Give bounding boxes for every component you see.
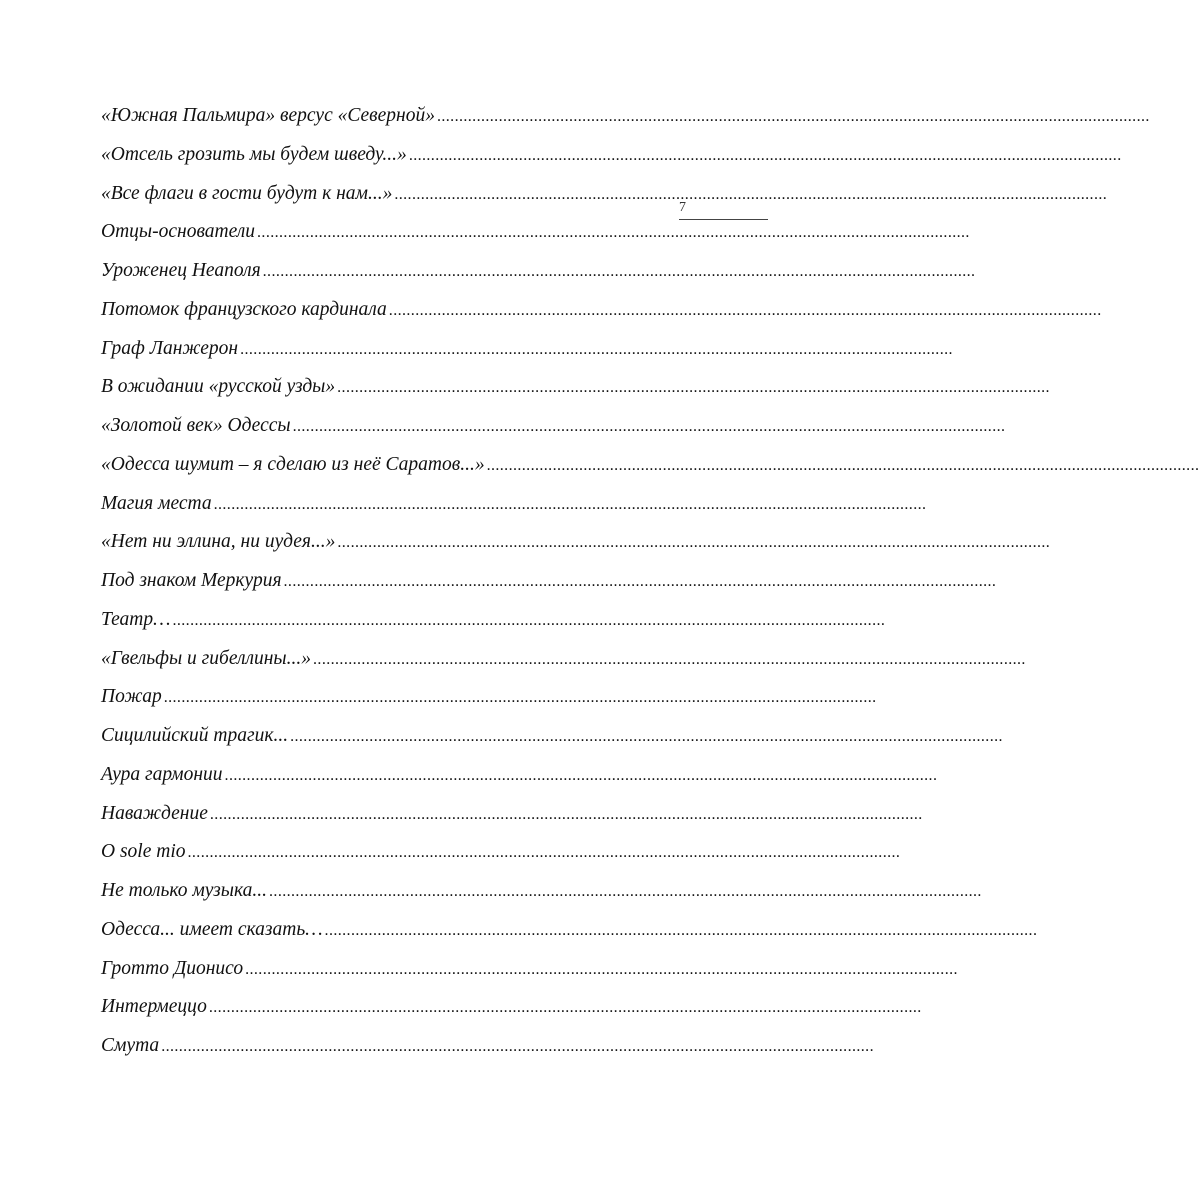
toc-dot-leader: ..................................................................................................................................................................: [283, 573, 997, 590]
toc-entry[interactable]: [101, 1031, 874, 1070]
toc-entry-title: «Южная Пальмира» версус «Северной»: [101, 105, 435, 126]
toc-entry-title: Театр…: [101, 608, 171, 630]
toc-entry[interactable]: [101, 682, 877, 721]
toc-entry-title: В ожидании «русской узды»: [101, 376, 336, 398]
page-number: 7: [679, 200, 686, 215]
toc-dot-leader: ..................................................................................................................................................................: [240, 340, 953, 358]
toc-entry[interactable]: [101, 256, 976, 295]
toc-entry-title: Одесса... имеет сказать…: [101, 918, 323, 940]
toc-dot-leader: ..................................................................................................................................................................: [262, 263, 976, 280]
toc-dot-leader: ..................................................................................................................................................................: [163, 689, 877, 707]
toc-entry-title: Отцы-основатели: [101, 221, 256, 243]
toc-dot-leader: ..................................................................................................................................................................: [172, 611, 886, 629]
toc-dot-leader: ..................................................................................................................................................................: [208, 999, 922, 1017]
toc-entry[interactable]: [101, 334, 953, 373]
toc-dot-leader: ..................................................................................................................................................................: [486, 456, 1199, 474]
toc-dot-leader: ..................................................................................................................................................................: [290, 728, 1003, 745]
toc-entry[interactable]: [101, 566, 997, 605]
toc-entry[interactable]: [101, 915, 1038, 954]
toc-entry[interactable]: [101, 837, 901, 876]
toc-entry[interactable]: [101, 954, 958, 993]
toc-entry[interactable]: [101, 101, 1150, 140]
toc-dot-leader: ..................................................................................................................................................................: [224, 766, 938, 784]
toc-entry[interactable]: [101, 489, 927, 528]
toc-entry-title: Граф Ланжерон: [101, 337, 239, 359]
toc-dot-leader: ..................................................................................................................................................................: [213, 495, 927, 513]
toc-entry-title: Магия места: [101, 492, 212, 514]
toc-entry-title: «Золотой век» Одессы: [101, 415, 291, 436]
toc-entry-title: «Отсель грозить мы будем шведу...»: [101, 143, 407, 165]
toc-dot-leader: ..................................................................................................................................................................: [337, 379, 1050, 397]
toc-entry[interactable]: [101, 876, 982, 915]
page-number-rule: [679, 199, 768, 220]
toc-entry[interactable]: [101, 217, 970, 256]
toc-entry-title: Смута: [101, 1035, 160, 1056]
toc-entry[interactable]: [101, 605, 886, 644]
toc-dot-leader: ..................................................................................................................................................................: [313, 650, 1026, 668]
toc-entry-title: O sole mio: [101, 841, 186, 863]
toc-entry-title: Гротто Дионисо: [101, 957, 244, 979]
toc-entry-title: Интермеццо: [101, 996, 207, 1018]
toc-entry[interactable]: [101, 799, 923, 838]
toc-entry-title: «Все флаги в гости будут к нам...»: [101, 182, 393, 204]
toc-entry-title: Аура гармонии: [101, 763, 223, 785]
toc-dot-leader: ..................................................................................................................................................................: [408, 146, 1122, 164]
toc-dot-leader: ..................................................................................................................................................................: [337, 534, 1051, 552]
toc-entry[interactable]: [101, 644, 1026, 683]
toc-entry[interactable]: [101, 295, 1102, 334]
toc-dot-leader: ..................................................................................................................................................................: [187, 844, 901, 862]
toc-entry-title: «Гвельфы и гибеллины...»: [101, 647, 312, 669]
toc-dot-leader: ..................................................................................................................................................................: [257, 224, 970, 242]
toc-entry-title: «Нет ни эллина, ни иудея...»: [101, 531, 336, 553]
toc-entry[interactable]: [101, 527, 1051, 566]
toc-entry[interactable]: [101, 760, 938, 799]
toc-dot-leader: ..................................................................................................................................................................: [292, 418, 1006, 435]
toc-entry[interactable]: [101, 450, 1199, 489]
table-of-contents: [101, 101, 1199, 1070]
toc-entry[interactable]: [101, 721, 1003, 760]
toc-entry-title: Сицилийский трагик...: [101, 725, 289, 746]
toc-entry[interactable]: [101, 372, 1050, 411]
toc-entry-title: Уроженец Неаполя: [101, 260, 261, 281]
toc-entry-title: Пожар: [101, 686, 162, 708]
toc-entry[interactable]: [101, 179, 1108, 218]
toc-dot-leader: ..................................................................................................................................................................: [436, 108, 1150, 125]
toc-entry[interactable]: [101, 992, 922, 1031]
toc-dot-leader: ..................................................................................................................................................................: [245, 960, 958, 978]
toc-entry-title: «Одесса шумит – я сделаю из неё Саратов...»: [101, 453, 485, 475]
toc-dot-leader: ..................................................................................................................................................................: [324, 921, 1038, 939]
toc-entry-title: Потомок французского кардинала: [101, 298, 387, 320]
toc-dot-leader: ..................................................................................................................................................................: [394, 185, 1108, 203]
toc-dot-leader: ..................................................................................................................................................................: [388, 301, 1102, 319]
toc-dot-leader: ..................................................................................................................................................................: [269, 883, 982, 900]
toc-entry[interactable]: [101, 411, 1006, 450]
toc-entry-title: Не только музыка...: [101, 880, 268, 901]
toc-entry-title: Под знаком Меркурия: [101, 570, 282, 591]
toc-dot-leader: ..................................................................................................................................................................: [161, 1038, 874, 1055]
toc-entry-title: Наваждение: [101, 802, 208, 824]
toc-entry[interactable]: [101, 140, 1122, 179]
toc-dot-leader: ..................................................................................................................................................................: [209, 805, 923, 823]
